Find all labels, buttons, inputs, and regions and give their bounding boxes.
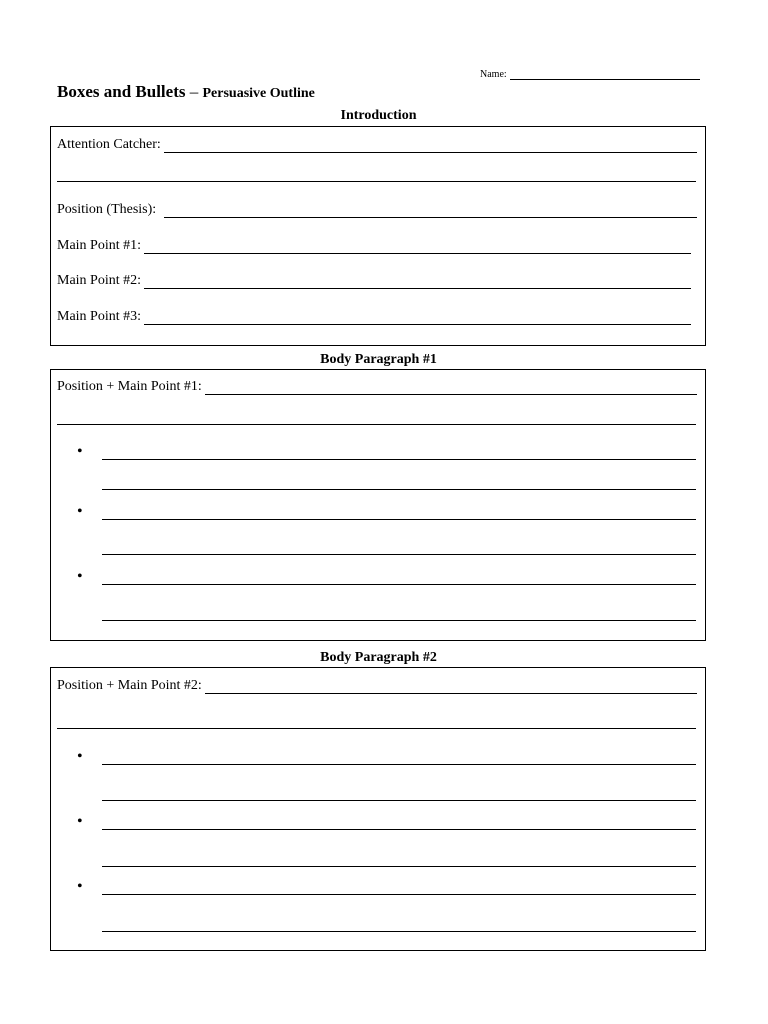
body1-bullet-1[interactable] (77, 444, 696, 460)
bullet-icon: • (77, 568, 83, 585)
page-title (57, 82, 315, 102)
body1-bullet-3-continuation[interactable] (102, 620, 696, 621)
body2-bullet-2-continuation[interactable] (102, 866, 696, 867)
main-point-3-field[interactable] (57, 309, 691, 325)
bullet-icon: • (77, 748, 83, 765)
title-subtitle: Persuasive Outline (202, 86, 315, 101)
main-point-2-label: Main Point #2: (57, 273, 142, 288)
body1-position-main-point-line[interactable] (205, 382, 697, 395)
bullet-icon: • (77, 878, 83, 895)
body1-position-main-point-label: Position + Main Point #1: (57, 379, 202, 394)
body-paragraph-2-heading: Body Paragraph #2 (320, 650, 437, 665)
body1-bullet-3[interactable] (77, 569, 696, 585)
body1-bullet-1-continuation[interactable] (102, 489, 696, 490)
body1-bullet-2-continuation[interactable] (102, 554, 696, 555)
body2-bullet-2[interactable] (77, 814, 696, 830)
attention-catcher-field[interactable] (57, 137, 697, 153)
attention-catcher-label: Attention Catcher: (57, 137, 161, 152)
body1-bullet-2[interactable] (77, 504, 696, 520)
body2-bullet-1-line[interactable] (102, 752, 696, 765)
bullet-icon: • (77, 813, 83, 830)
attention-catcher-line[interactable] (164, 140, 697, 153)
body2-bullet-1[interactable] (77, 749, 696, 765)
title-dash: – (185, 82, 203, 101)
body2-bullet-3-continuation[interactable] (102, 931, 696, 932)
body2-bullet-3-line[interactable] (102, 882, 696, 895)
name-field[interactable] (480, 69, 700, 80)
main-point-2-field[interactable] (57, 273, 691, 289)
attention-catcher-continuation-line[interactable] (57, 181, 696, 182)
main-point-3-label: Main Point #3: (57, 309, 142, 324)
introduction-box (50, 126, 706, 346)
position-thesis-label: Position (Thesis): (57, 202, 157, 217)
body-paragraph-1-heading: Body Paragraph #1 (320, 352, 437, 367)
bullet-icon: • (77, 503, 83, 520)
body2-bullet-2-line[interactable] (102, 817, 696, 830)
body-paragraph-1-box (50, 369, 706, 641)
body2-continuation-line[interactable] (57, 728, 696, 729)
introduction-heading: Introduction (340, 108, 417, 123)
body1-position-main-point-field[interactable] (57, 379, 697, 395)
body2-bullet-3[interactable] (77, 879, 696, 895)
position-thesis-line[interactable] (164, 205, 697, 218)
main-point-1-label: Main Point #1: (57, 238, 142, 253)
body2-bullet-1-continuation[interactable] (102, 800, 696, 801)
bullet-icon: • (77, 443, 83, 460)
main-point-3-line[interactable] (144, 312, 691, 325)
body2-position-main-point-field[interactable] (57, 678, 697, 694)
body2-position-main-point-line[interactable] (205, 681, 697, 694)
body2-position-main-point-label: Position + Main Point #2: (57, 678, 202, 693)
body1-bullet-1-line[interactable] (102, 447, 696, 460)
title-main: Boxes and Bullets (57, 82, 186, 101)
body-paragraph-2-box (50, 667, 706, 951)
main-point-1-field[interactable] (57, 238, 691, 254)
main-point-1-line[interactable] (144, 241, 691, 254)
name-underline (510, 70, 700, 80)
name-label: Name: (480, 69, 507, 80)
body1-bullet-3-line[interactable] (102, 572, 696, 585)
body1-continuation-line[interactable] (57, 424, 696, 425)
position-thesis-field[interactable] (57, 202, 697, 218)
main-point-2-line[interactable] (144, 276, 691, 289)
body1-bullet-2-line[interactable] (102, 507, 696, 520)
